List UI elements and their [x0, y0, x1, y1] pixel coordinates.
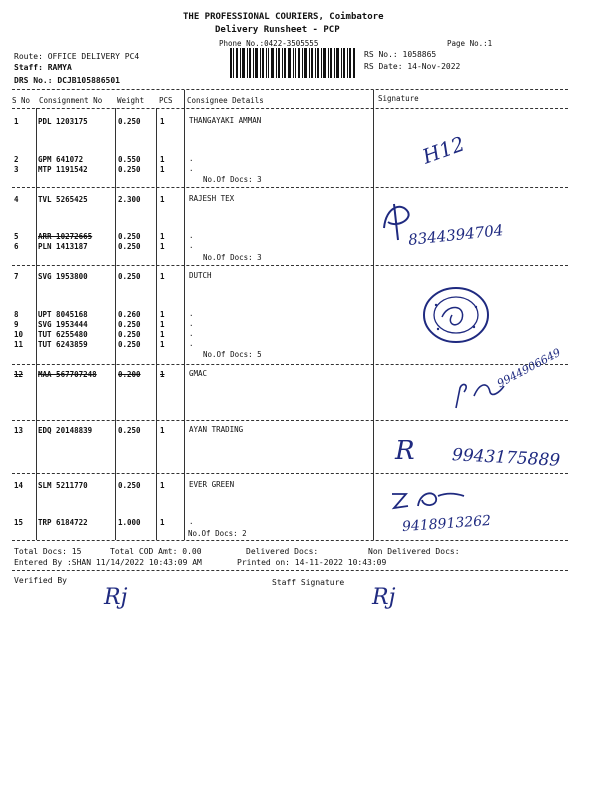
row-pcs: 1: [160, 426, 165, 435]
row-consignee: .: [189, 309, 194, 318]
row-pcs: 1: [160, 340, 165, 349]
staff-initials: Rj: [372, 585, 396, 610]
row-sno: 5: [14, 232, 19, 241]
row-consignment: SVG 1953444: [38, 320, 88, 329]
handwritten-signature: H12: [419, 131, 468, 169]
row-consignment: PLN 1413187: [38, 242, 88, 251]
non-delivered-docs: Non Delivered Docs:: [368, 547, 460, 556]
handwritten-phone: 9944906649: [494, 345, 563, 391]
row-pcs: 1: [160, 195, 165, 204]
row-sno: 15: [14, 518, 24, 527]
printed-on: Printed on: 14-11-2022 10:43:09: [237, 558, 387, 567]
row-pcs: 1: [160, 320, 165, 329]
row-consignment: MAA 567707248: [38, 370, 97, 379]
row-consignee: .: [189, 231, 194, 240]
row-consignment: TVL 5265425: [38, 195, 88, 204]
col-sno: S No: [12, 96, 31, 105]
col-weight: Weight: [117, 96, 145, 105]
verified-initials: Rj: [104, 585, 128, 610]
row-pcs: 1: [160, 370, 165, 379]
row-weight: 0.250: [118, 481, 141, 490]
row-consignee: GMAC: [189, 369, 208, 378]
delivered-docs: Delivered Docs:: [246, 547, 319, 556]
row-consignment: TRP 6184722: [38, 518, 88, 527]
col-signature: Signature: [378, 94, 419, 103]
row-pcs: 1: [160, 330, 165, 339]
row-consignee: .: [189, 154, 194, 163]
row-pcs: 1: [160, 165, 165, 174]
staff: Staff: RAMYA: [14, 63, 72, 72]
row-weight: 0.250: [118, 232, 141, 241]
row-sno: 12: [14, 370, 24, 379]
row-sno: 1: [14, 117, 19, 126]
row-pcs: 1: [160, 117, 165, 126]
row-weight: 0.550: [118, 155, 141, 164]
handwritten-signature: R: [395, 436, 415, 466]
row-consignee: THANGAYAKI AMMAN: [189, 116, 262, 125]
row-weight: 0.250: [118, 340, 141, 349]
col-consignee: Consignee Details: [187, 96, 264, 105]
row-weight: 0.250: [118, 165, 141, 174]
verified-by: Verified By: [14, 576, 67, 585]
row-consignee: EVER GREEN: [189, 480, 235, 489]
row-consignee: .: [189, 319, 194, 328]
runsheet-title: Delivery Runsheet - PCP: [215, 25, 340, 35]
route: Route: OFFICE DELIVERY PC4: [14, 52, 140, 61]
drs-number: DRS No.: DCJB105886501: [14, 76, 120, 85]
row-consignee: .: [189, 241, 194, 250]
row-weight: 1.000: [118, 518, 141, 527]
row-weight: 0.260: [118, 310, 141, 319]
company-name: THE PROFESSIONAL COURIERS, Coimbatore: [183, 12, 384, 22]
row-weight: 2.300: [118, 195, 141, 204]
rs-date: RS Date: 14-Nov-2022: [364, 62, 461, 71]
row-weight: 0.250: [118, 117, 141, 126]
company-stamp: [422, 285, 490, 345]
row-sno: 13: [14, 426, 24, 435]
row-sno: 9: [14, 320, 19, 329]
row-sno: 11: [14, 340, 24, 349]
page-number: Page No.:1: [447, 39, 493, 48]
row-sno: 2: [14, 155, 19, 164]
row-sno: 14: [14, 481, 24, 490]
row-weight: 0.250: [118, 272, 141, 281]
row-sno: 6: [14, 242, 19, 251]
staff-signature-label: Staff Signature: [272, 578, 345, 587]
row-consignment: SLM 5211770: [38, 481, 88, 490]
no-of-docs: No.Of Docs: 3: [203, 253, 262, 262]
col-consignment: Consignment No: [39, 96, 103, 105]
row-sno: 8: [14, 310, 19, 319]
handwritten-phone: 9418913262: [401, 512, 492, 536]
row-weight: 0.200: [118, 370, 141, 379]
row-weight: 0.250: [118, 242, 141, 251]
total-docs: Total Docs: 15: [14, 547, 82, 556]
row-consignee: DUTCH: [189, 271, 212, 280]
barcode: [230, 48, 355, 78]
row-weight: 0.250: [118, 320, 141, 329]
row-consignment: ARR 10272665: [38, 232, 93, 241]
no-of-docs: No.Of Docs: 3: [203, 175, 262, 184]
row-consignee: .: [189, 339, 194, 348]
handwritten-signature-mark: [388, 484, 468, 514]
phone-number: Phone No.:0422-3505555: [219, 39, 319, 48]
row-consignment: EDQ 20148839: [38, 426, 93, 435]
row-consignee: .: [189, 517, 194, 526]
handwritten-phone: 8344394704: [407, 221, 505, 249]
row-consignee: RAJESH TEX: [189, 194, 235, 203]
row-sno: 7: [14, 272, 19, 281]
row-weight: 0.250: [118, 426, 141, 435]
row-consignee: .: [189, 164, 194, 173]
row-pcs: 1: [160, 518, 165, 527]
row-sno: 10: [14, 330, 24, 339]
row-pcs: 1: [160, 272, 165, 281]
row-consignment: MTP 1191542: [38, 165, 88, 174]
row-pcs: 1: [160, 242, 165, 251]
row-weight: 0.250: [118, 330, 141, 339]
handwritten-phone: 9943175889: [451, 445, 561, 471]
rs-number: RS No.: 1058865: [364, 50, 437, 59]
entered-by: Entered By :SHAN 11/14/2022 10:43:09 AM: [14, 558, 202, 567]
row-sno: 3: [14, 165, 19, 174]
row-sno: 4: [14, 195, 19, 204]
row-pcs: 1: [160, 310, 165, 319]
col-pcs: PCS: [159, 96, 173, 105]
row-pcs: 1: [160, 481, 165, 490]
row-consignment: PDL 1203175: [38, 117, 88, 126]
no-of-docs: No.Of Docs: 5: [203, 350, 262, 359]
row-consignee: AYAN TRADING: [189, 425, 244, 434]
row-consignee: .: [189, 329, 194, 338]
total-cod: Total COD Amt: 0.00: [110, 547, 202, 556]
row-consignment: SVG 1953800: [38, 272, 88, 281]
row-consignment: TUT 6255480: [38, 330, 88, 339]
row-consignment: GPM 641072: [38, 155, 84, 164]
row-consignment: UPT 8045168: [38, 310, 88, 319]
row-consignment: TUT 6243859: [38, 340, 88, 349]
row-pcs: 1: [160, 155, 165, 164]
no-of-docs: No.Of Docs: 2: [188, 529, 247, 538]
row-pcs: 1: [160, 232, 165, 241]
